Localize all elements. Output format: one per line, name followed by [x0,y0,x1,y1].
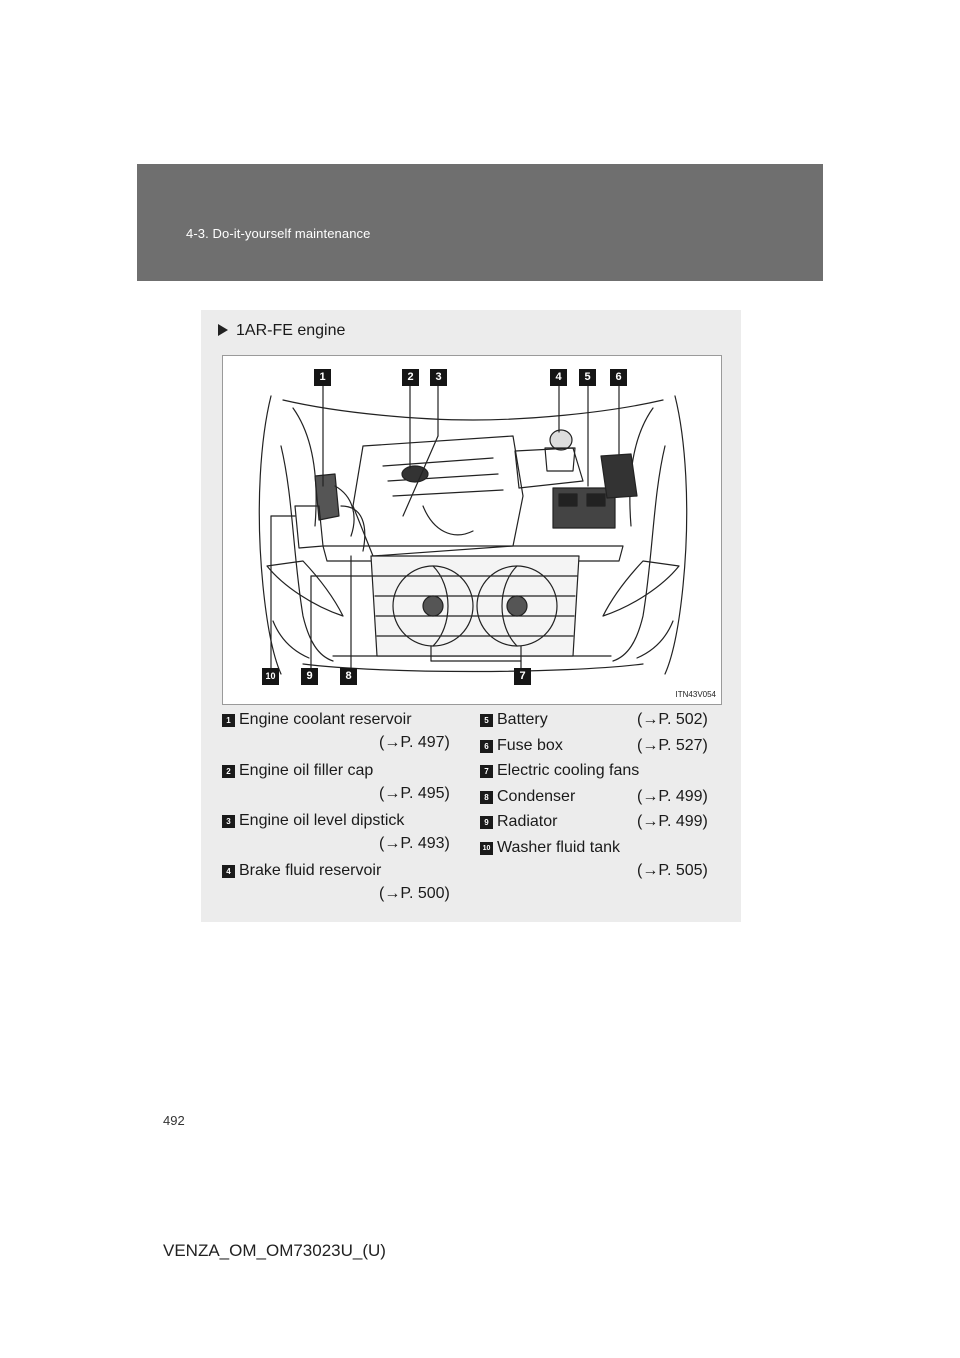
legend-number: 3 [222,815,235,828]
legend-ref: (→P. 505) [637,862,708,879]
callout-3: 3 [430,369,447,386]
callout-10: 10 [262,668,279,685]
legend-ref: (→P. 499) [637,813,708,830]
legend-label: Radiator [497,813,558,830]
legend-item-fuse-box [480,737,720,759]
callout-6: 6 [610,369,627,386]
legend-label: Battery [497,711,548,728]
engine-heading [218,322,345,340]
legend-item-engine-oil-level-dipstick [222,812,454,854]
legend-item-washer-fluid-tank [480,839,720,883]
legend-ref: (→P. 499) [637,788,708,805]
legend-ref: (→P. 527) [637,737,708,754]
legend-number: 10 [480,842,493,855]
legend-item-radiator [480,813,720,835]
legend-label: Fuse box [497,737,563,754]
legend-label: Electric cooling fans [497,762,640,779]
legend-ref: (→P. 495) [379,785,450,802]
legend-label: Engine oil level dipstick [239,812,405,829]
legend-number: 6 [480,740,493,753]
header-band [137,164,823,281]
legend-ref: (→P. 500) [379,885,450,902]
page-number: 492 [163,1113,185,1128]
callout-2: 2 [402,369,419,386]
legend-number: 5 [480,714,493,727]
legend-label: Engine coolant reservoir [239,711,412,728]
legend-number: 7 [480,765,493,778]
engine-illustration [223,356,721,704]
legend-number: 8 [480,791,493,804]
legend-item-battery [480,711,720,733]
callout-8: 8 [340,668,357,685]
callout-9: 9 [301,668,318,685]
legend-number: 2 [222,765,235,778]
engine-heading-text: 1AR-FE engine [236,322,346,339]
callout-7: 7 [514,668,531,685]
triangle-bullet-icon [218,324,228,336]
callout-5: 5 [579,369,596,386]
legend-number: 4 [222,865,235,878]
legend-item-condenser [480,788,720,810]
legend-ref: (→P. 502) [637,711,708,728]
document-code: VENZA_OM_OM73023U_(U) [163,1241,386,1260]
legend-item-engine-oil-filler-cap [222,762,454,804]
legend-label: Condenser [497,788,576,805]
legend-number: 9 [480,816,493,829]
legend-label: Washer fluid tank [497,839,621,856]
legend-ref: (→P. 497) [379,734,450,751]
section-title: 4-3. Do-it-yourself maintenance [186,226,371,241]
legend-label: Engine oil filler cap [239,762,374,779]
legend-label: Brake fluid reservoir [239,862,382,879]
callout-1: 1 [314,369,331,386]
legend-item-electric-cooling-fans [480,762,720,784]
legend-number: 1 [222,714,235,727]
legend-item-brake-fluid-reservoir [222,862,454,904]
legend-item-engine-coolant-reservoir [222,711,454,753]
figure-code: ITN43V054 [675,690,716,699]
engine-compartment-figure [222,355,722,705]
legend-ref: (→P. 493) [379,835,450,852]
callout-4: 4 [550,369,567,386]
